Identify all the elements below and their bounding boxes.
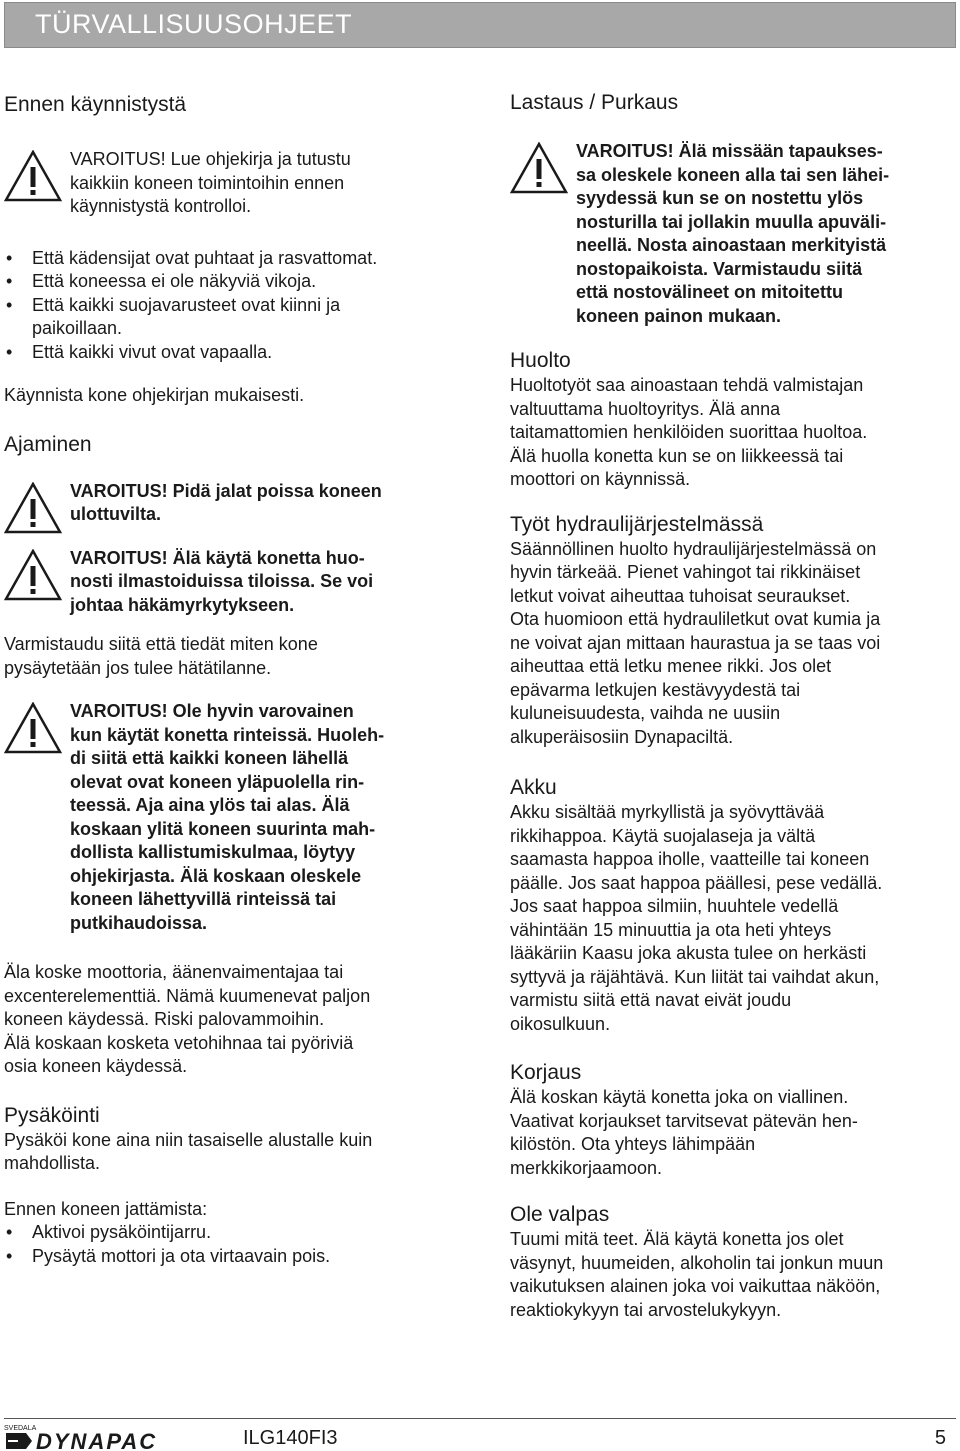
text-line: kuluneisuudesta, vaihda ne uusiin xyxy=(510,703,781,723)
text-line: mahdollista. xyxy=(4,1153,101,1173)
before-leaving-text: Ennen koneen jattämista: xyxy=(4,1198,208,1219)
warning-before-start xyxy=(4,148,472,219)
text-line: moottori on käynnissä. xyxy=(510,469,691,489)
bullet-icon: • xyxy=(6,247,13,268)
text-line: Akku sisältää myrkyllistä ja syövyttävää xyxy=(510,802,825,822)
warning-slopes xyxy=(4,700,472,935)
warning-triangle-icon xyxy=(4,150,62,202)
text-line: saamasta happoa iholle, vaatteille tai koneen xyxy=(510,849,870,869)
text-line: hyvin tärkeää. Pienet vahingot tai rikkinäiset xyxy=(510,562,861,582)
text-line: epävarma letkujen kestävyydestä tai xyxy=(510,679,801,700)
list-item-text: Että koneessa ei ole näkyviä vikoja. xyxy=(32,271,317,291)
alert-text xyxy=(510,1228,956,1322)
list-item xyxy=(4,247,472,271)
text-line: kaikkiin koneen toimintoihin ennen xyxy=(70,172,345,193)
text-line: alkuperäisosiin Dynapaciltä. xyxy=(510,726,734,747)
text-line: ulottuvilta. xyxy=(70,504,161,524)
text-line: päälle. Jos saat happoa päällesi, pese vedällä. xyxy=(510,872,883,893)
text-line: Älä koskan käytä konetta joka on viallinen. xyxy=(510,1087,849,1107)
list-item xyxy=(4,1245,472,1269)
bullet-icon: • xyxy=(6,341,13,362)
battery-text xyxy=(510,801,956,1036)
text-line: putkihaudoissa. xyxy=(70,912,208,933)
hot-parts-text xyxy=(4,961,472,1079)
list-item-text: Että kaikki vivut ovat vapaalla. xyxy=(32,341,273,362)
text-line: Vaativat korjaukset tarvitsevat pätevän hen- xyxy=(510,1110,858,1131)
service-text xyxy=(510,374,956,492)
hydraulic-text xyxy=(510,538,956,750)
text-line: teessä. Aja aina ylös tai alas. Älä xyxy=(70,795,350,815)
list-item-text: Että kaikki suojavarusteet ovat kiinni ja xyxy=(32,294,341,315)
text-line: sa oleskele koneen alla tai sen lähei- xyxy=(576,164,890,185)
dynapac-logo xyxy=(4,1422,229,1450)
warning-triangle-icon xyxy=(4,482,62,534)
text-line: syttyvä ja räjähtävä. Kun liität tai vaihdat akun, xyxy=(510,966,880,987)
warning-text xyxy=(576,140,956,328)
text-line: nosturilla tai jollakin muulla apuväli- xyxy=(576,211,887,232)
text-line: käynnistystä kontrolloi. xyxy=(70,196,252,216)
text-line: vähintään 15 minuuttia ja ota heti yhteys xyxy=(510,919,832,940)
title-bar xyxy=(4,2,956,48)
text-line: koskaan ylitä koneen suurinta mah- xyxy=(70,818,376,839)
list-item-text: Aktivoi pysäköintijarru. xyxy=(32,1222,212,1242)
heading-driving: Ajaminen xyxy=(4,432,92,456)
heading-parking: Pysäköinti xyxy=(4,1103,100,1127)
warning-text xyxy=(70,700,472,935)
text-line: letkut voivat aiheuttaa tuhoisat seuraukset. xyxy=(510,585,851,606)
text-line: valtuuttama huoltoyritys. Älä anna xyxy=(510,398,781,419)
parking-text xyxy=(4,1129,472,1176)
text-line: koneen käydessä. Riski palovammoihin. xyxy=(4,1009,325,1029)
heading-service: Huolto xyxy=(510,349,571,372)
text-line: osia koneen käydessä. xyxy=(4,1056,188,1076)
text-line: excenterelementtiä. Nämä kuumenevat paljon xyxy=(4,985,371,1006)
bullet-icon: • xyxy=(6,294,13,315)
leaving-checklist xyxy=(4,1221,472,1268)
text-line: Pysäköi kone aina niin tasaiselle alustalle kuin xyxy=(4,1129,373,1150)
text-line: kun käytät konetta rinteissä. Huoleh- xyxy=(70,724,385,745)
heading-battery: Akku xyxy=(510,776,557,799)
list-item-text: Että kädensijat ovat puhtaat ja rasvattomat. xyxy=(32,247,378,268)
text-line: Varmistaudu siitä että tiedät miten kone xyxy=(4,634,318,654)
text-line: ne voivat ajan mittaan haurastua ja se taas voi xyxy=(510,632,881,653)
warning-triangle-icon xyxy=(510,142,568,194)
start-note: Käynnista kone ohjekirjan mukaisesti. xyxy=(4,385,305,405)
bullet-icon: • xyxy=(6,1222,13,1242)
right-column xyxy=(510,90,956,1322)
text-line: VAROITUS! Ole hyvin varovainen xyxy=(70,701,354,721)
warning-triangle-icon xyxy=(4,702,62,754)
text-line: olevat ovat koneen yläpuolella rin- xyxy=(70,771,365,792)
heading-alert: Ole valpas xyxy=(510,1203,610,1226)
warning-ventilation xyxy=(4,547,472,618)
text-line: merkkikorjaamoon. xyxy=(510,1157,663,1178)
list-item-text: Pysäytä mottori ja ota virtaavain pois. xyxy=(32,1245,331,1266)
text-line: dollista kallistumiskulmaa, löytyy xyxy=(70,842,356,862)
text-line: syydessä kun se on nostettu ylös xyxy=(576,188,864,208)
list-item xyxy=(4,341,472,365)
text-line: Säännöllinen huolto hydraulijärjestelmässä on xyxy=(510,538,877,559)
list-item xyxy=(4,270,472,294)
text-line: VAROITUS! Lue ohjekirja ja tutustu xyxy=(70,149,351,169)
list-item xyxy=(4,1221,472,1245)
text-line: nostopaikoista. Varmistaudu siitä xyxy=(576,258,863,279)
emergency-stop-text xyxy=(4,633,472,680)
warning-text xyxy=(70,547,472,618)
text-line: Äla koske moottoria, äänenvaimentajaa tai xyxy=(4,962,344,982)
page-title: TÜRVALLISUUSOHJEET xyxy=(35,9,353,39)
heading-repair: Korjaus xyxy=(510,1061,582,1084)
text-line: väsynyt, huumeiden, alkoholin tai jonkun muun xyxy=(510,1252,884,1273)
text-line: nosti ilmastoiduissa tiloissa. Se voi xyxy=(70,571,374,591)
text-line: VAROITUS! Älä missään tapaukses- xyxy=(576,141,883,161)
text-line: ohjekirjasta. Älä koskaan oleskele xyxy=(70,865,362,886)
list-item xyxy=(4,294,472,341)
text-line: taitamattomien henkilöiden suorittaa huoltoa. xyxy=(510,422,868,442)
text-line: Tuumi mitä teet. Älä käytä konetta jos olet xyxy=(510,1229,844,1249)
repair-text xyxy=(510,1086,956,1180)
text-line: vaikutuksen alainen joka voi vaikuttaa näköön, xyxy=(510,1276,881,1296)
warning-text xyxy=(70,480,472,527)
warning-triangle-icon xyxy=(4,549,62,601)
document-code: ILG140FI3 xyxy=(243,1427,338,1449)
text-line: neellä. Nosta ainoastaan merkityistä xyxy=(576,235,887,255)
text-line: kilöstön. Ota yhteys lähimpään xyxy=(510,1134,756,1154)
heading-hydraulic: Työt hydraulijärjestelmässä xyxy=(510,512,764,536)
page-number: 5 xyxy=(934,1427,946,1449)
warning-lifting xyxy=(510,140,956,328)
checklist xyxy=(4,247,472,365)
text-line: lääkäriin Kaasu joka akusta tulee on herkästi xyxy=(510,943,867,963)
left-column xyxy=(4,88,472,1268)
text-line: varmistu siitä että navat eivät joudu xyxy=(510,990,792,1010)
text-line: aiheuttaa että letku menee rikki. Jos olet xyxy=(510,656,832,676)
text-line: VAROITUS! Älä käytä konetta huo- xyxy=(70,547,365,568)
text-line: että nostovälineet on mitoitettu xyxy=(576,282,844,302)
text-line: oikosulkuun. xyxy=(510,1013,611,1034)
text-line: koneen lähettyvillä rinteissä tai xyxy=(70,889,337,909)
text-line: rikkihappoa. Käytä suojalaseja ja vältä xyxy=(510,825,816,846)
heading-loading: Lastaus / Purkaus xyxy=(510,91,679,114)
warning-text xyxy=(70,148,472,219)
list-item-text: paikoillaan. xyxy=(32,318,123,338)
text-line: koneen painon mukaan. xyxy=(576,305,782,326)
bullet-icon: • xyxy=(6,1245,13,1266)
logo-small-text: SVEDALA xyxy=(4,1425,37,1432)
text-line: Jos saat happoa silmiin, huuhtele vedellä xyxy=(510,896,839,916)
text-line: di siitä että kaikki koneen lähellä xyxy=(70,748,349,768)
text-line: johtaa häkämyrkytykseen. xyxy=(70,594,295,615)
text-line: pysäytetään jos tulee hätätilanne. xyxy=(4,657,272,678)
text-line: Älä huolla konetta kun se on liikkeessä tai xyxy=(510,445,844,466)
text-line: Huoltotyöt saa ainoastaan tehdä valmistajan xyxy=(510,375,864,395)
text-line: Älä koskaan kosketa vetohihnaa tai pyöriviä xyxy=(4,1032,354,1053)
warning-feet xyxy=(4,480,472,527)
logo-text: DYNAPAC xyxy=(36,1429,158,1450)
footer-divider xyxy=(4,1418,956,1419)
heading-before-start: Ennen käynnistystä xyxy=(4,93,187,116)
text-line: Ota huomioon että hydrauliletkut ovat kumia ja xyxy=(510,609,881,629)
text-line: reaktiokykyyn tai arvostelukykyyn. xyxy=(510,1299,782,1320)
bullet-icon: • xyxy=(6,271,13,291)
text-line: VAROITUS! Pidä jalat poissa koneen xyxy=(70,480,382,501)
